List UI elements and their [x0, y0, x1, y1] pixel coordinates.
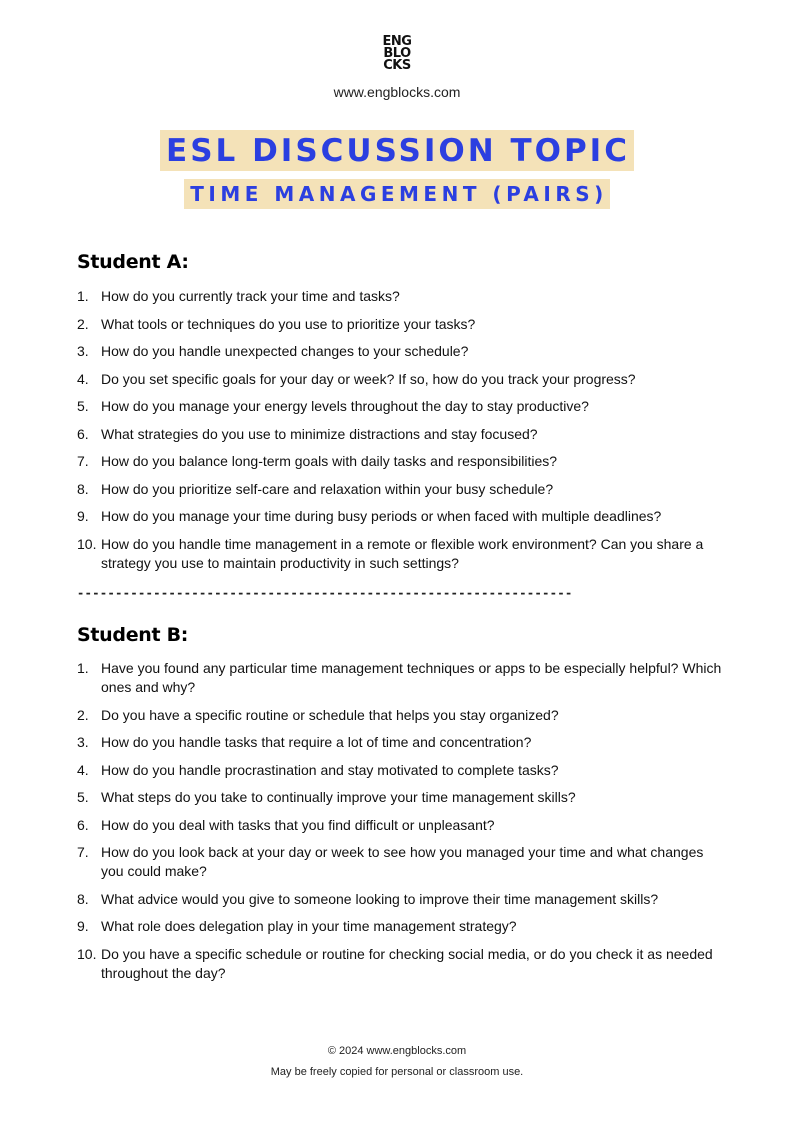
- question-text: How do you look back at your day or week to see how you managed your time and what changes you could make?: [101, 844, 704, 879]
- page-subtitle-text: TIME MANAGEMENT (PAIRS): [184, 179, 610, 209]
- question-text: Have you found any particular time management techniques or apps to be especially helpful? Which ones and why?: [101, 660, 722, 695]
- question-text: How do you handle unexpected changes to your schedule?: [101, 343, 469, 359]
- section-divider: -----------------------------------------------------------------: [77, 586, 573, 600]
- question-number: 3.: [77, 343, 89, 359]
- question-number: 9.: [77, 918, 89, 934]
- question-number: 10.: [77, 945, 97, 962]
- question-number: 8.: [77, 890, 89, 907]
- page-subtitle: [0, 179, 794, 209]
- question-text: What advice would you give to someone looking to improve their time management skills?: [101, 890, 659, 907]
- question-item: [77, 535, 727, 573]
- logo-line-3: CKS: [383, 58, 411, 73]
- question-number: 8.: [77, 480, 89, 497]
- student-a-question-list: [77, 287, 727, 581]
- question-item: [77, 342, 727, 361]
- question-number: 4.: [77, 761, 89, 778]
- question-text: What steps do you take to continually improve your time management skills?: [101, 789, 576, 805]
- question-text: How do you handle time management in a remote or flexible work environment? Can you share a strategy you use to maintain productivity in such settings?: [101, 535, 704, 571]
- question-item: [77, 761, 727, 780]
- page-title-text: ESL DISCUSSION TOPIC: [160, 130, 634, 171]
- question-item: [77, 659, 727, 697]
- question-text: Do you have a specific schedule or routine for checking social media, or do you check it as needed throughout the day?: [101, 945, 713, 981]
- question-item: [77, 843, 727, 881]
- question-number: 1.: [77, 288, 89, 304]
- question-text: How do you prioritize self-care and relaxation within your busy schedule?: [101, 480, 554, 497]
- question-number: 2.: [77, 315, 89, 332]
- question-number: 5.: [77, 398, 89, 414]
- engblocks-logo: [0, 36, 794, 72]
- question-number: 1.: [77, 660, 89, 676]
- question-item: [77, 890, 727, 909]
- question-number: 3.: [77, 734, 89, 750]
- question-text: How do you handle tasks that require a lot of time and concentration?: [101, 734, 532, 750]
- question-item: [77, 452, 727, 471]
- question-item: [77, 945, 727, 983]
- question-text: What role does delegation play in your time management strategy?: [101, 918, 517, 934]
- question-item: [77, 706, 727, 725]
- question-number: 6.: [77, 425, 89, 442]
- question-text: What tools or techniques do you use to prioritize your tasks?: [101, 315, 476, 332]
- question-text: How do you deal with tasks that you find difficult or unpleasant?: [101, 816, 495, 833]
- logo-line-1: ENG: [382, 34, 412, 49]
- student-b-heading: Student B:: [77, 624, 189, 646]
- question-text: How do you manage your energy levels throughout the day to stay productive?: [101, 398, 589, 414]
- question-number: 10.: [77, 535, 97, 552]
- footer-note: May be freely copied for personal or classroom use.: [270, 1066, 524, 1078]
- question-item: [77, 480, 727, 499]
- question-item: [77, 315, 727, 334]
- question-item: [77, 287, 727, 306]
- site-url: www.engblocks.com: [333, 84, 461, 100]
- question-item: [77, 733, 727, 752]
- question-text: How do you manage your time during busy periods or when faced with multiple deadlines?: [101, 508, 662, 524]
- question-item: [77, 370, 727, 389]
- student-a-heading: Student A:: [77, 251, 189, 273]
- question-number: 2.: [77, 706, 89, 723]
- question-number: 9.: [77, 508, 89, 524]
- page-title: [0, 130, 794, 171]
- question-number: 5.: [77, 789, 89, 805]
- question-text: Do you set specific goals for your day or week? If so, how do you track your progress?: [101, 370, 636, 387]
- question-text: Do you have a specific routine or schedule that helps you stay organized?: [101, 706, 559, 723]
- question-text: How do you handle procrastination and stay motivated to complete tasks?: [101, 761, 559, 778]
- logo-line-2: BLO: [383, 46, 411, 61]
- question-item: [77, 507, 727, 526]
- question-text: How do you currently track your time and tasks?: [101, 288, 400, 304]
- question-number: 4.: [77, 370, 89, 387]
- question-item: [77, 917, 727, 936]
- question-item: [77, 788, 727, 807]
- question-item: [77, 816, 727, 835]
- question-item: [77, 425, 727, 444]
- footer-copyright: © 2024 www.engblocks.com: [327, 1045, 467, 1057]
- student-b-question-list: [77, 659, 727, 991]
- question-text: How do you balance long-term goals with daily tasks and responsibilities?: [101, 453, 558, 469]
- question-number: 7.: [77, 844, 89, 860]
- question-item: [77, 397, 727, 416]
- question-number: 6.: [77, 816, 89, 833]
- question-number: 7.: [77, 453, 89, 469]
- question-text: What strategies do you use to minimize distractions and stay focused?: [101, 425, 538, 442]
